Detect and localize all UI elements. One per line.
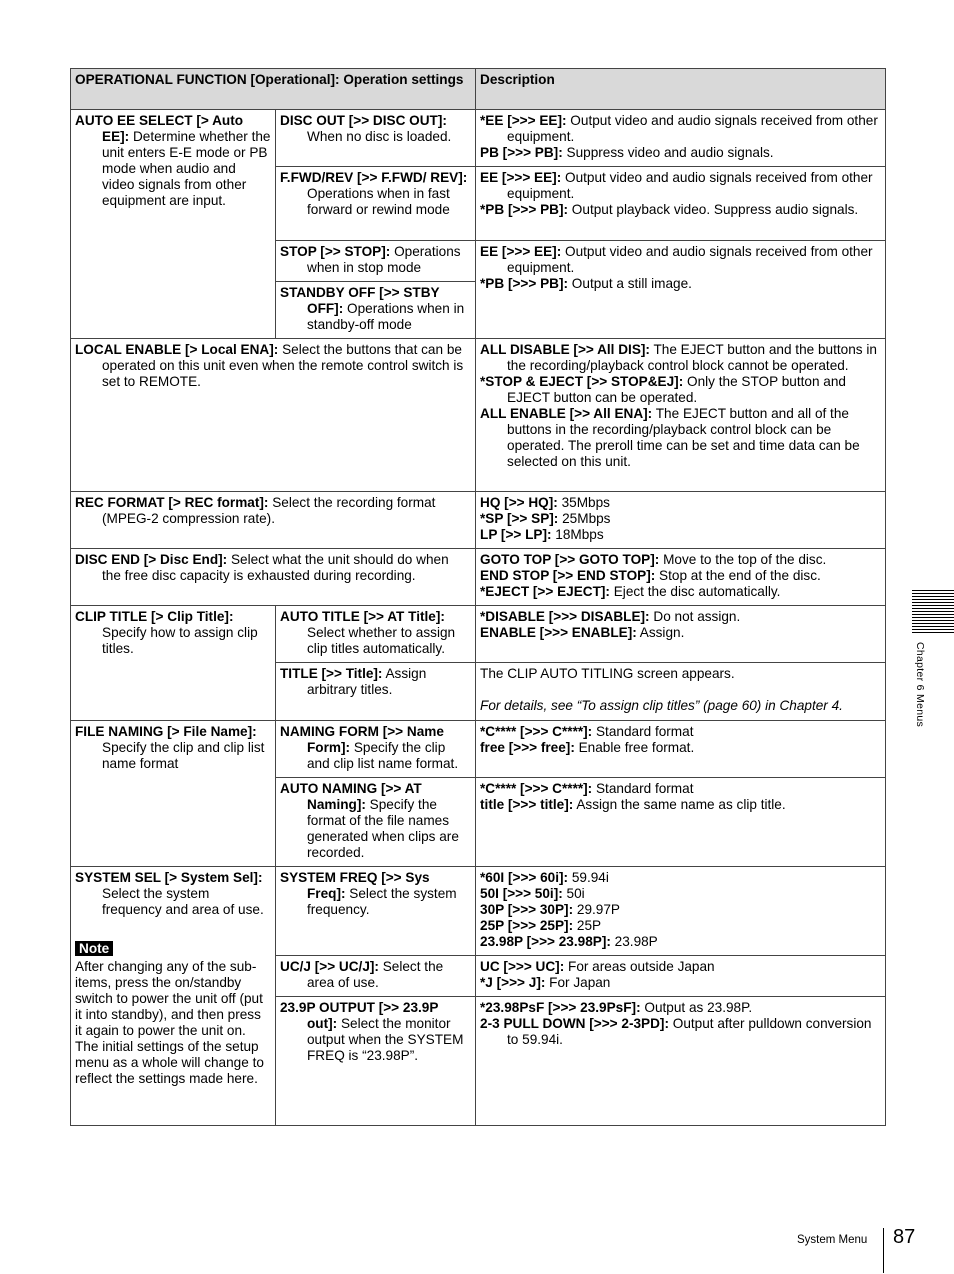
table-row [71,606,886,663]
subitem-title: TITLE [>> Title]: Assign arbitrary titles. [276,663,476,721]
desc-auto-naming: *C**** [>>> C****]: Standard format title [>>> title]: Assign the same name as clip title. [476,778,886,867]
item-auto-ee-select: AUTO EE SELECT [> Auto EE]: Determine whether the unit enters E-E mode or PB mode when audio and video signals from other equipment are input. [71,110,276,339]
table-row [71,339,886,492]
item-local-enable: LOCAL ENABLE [> Local ENA]: Select the buttons that can be operated on this unit even when the remote control switch is set to REMOTE. [71,339,476,492]
table-row [71,549,886,606]
chapter-label: Chapter 6 Menus [914,642,926,728]
reference-note: For details, see “To assign clip titles” (page 60) in Chapter 4. [480,698,843,713]
header-description: Description [476,69,886,110]
desc-disc-out: *EE [>>> EE]: Output video and audio signals received from other equipment. PB [>>> PB]: Suppress video and audio signals. [476,110,886,167]
table-header-row [71,69,886,110]
desc-stop-standby: EE [>>> EE]: Output video and audio signals received from other equipment. *PB [>>> PB]: Output a still image. [476,241,886,339]
item-system-sel: SYSTEM SEL [> System Sel]: Select the system frequency and area of use. Note After changing any of the sub-items, press the on/standby switch to power the unit off (put it into standby), and then press it again to power the unit on. The initial settings of the setup menu as a whole will change to reflect the settings made here. [71,867,276,1126]
subitem-stop: STOP [>> STOP]: Operations when in stop mode [276,241,476,282]
item-clip-title: CLIP TITLE [> Clip Title]: Specify how to assign clip titles. [71,606,276,721]
subitem-naming-form: NAMING FORM [>> Name Form]: Specify the clip and clip list name format. [276,721,476,778]
subitem-auto-naming: AUTO NAMING [>> AT Naming]: Specify the format of the file names generated when clips are recorded. [276,778,476,867]
footer-section: System Menu [797,1234,868,1246]
operational-function-table [70,68,886,1126]
subitem-ffwd-rev: F.FWD/REV [>> F.FWD/ REV]: Operations when in fast forward or rewind mode [276,167,476,241]
desc-auto-title: *DISABLE [>>> DISABLE]: Do not assign. ENABLE [>>> ENABLE]: Assign. [476,606,886,663]
item-disc-end: DISC END [> Disc End]: Select what the unit should do when the free disc capacity is exhausted during recording. [71,549,476,606]
note-label: Note [75,941,113,956]
desc-title: The CLIP AUTO TITLING screen appears. For details, see “To assign clip titles” (page 60) in Chapter 4. [476,663,886,721]
desc-uc-j: UC [>>> UC]: For areas outside Japan *J [>>> J]: For Japan [476,956,886,997]
footer-divider [883,1228,884,1273]
item-rec-format: REC FORMAT [> REC format]: Select the recording format (MPEG-2 compression rate). [71,492,476,549]
subitem-standby-off: STANDBY OFF [>> STBY OFF]: Operations when in standby-off mode [276,282,476,339]
page-number: 87 [893,1226,916,1248]
desc-rec-format: HQ [>> HQ]: 35Mbps *SP [>> SP]: 25Mbps LP [>> LP]: 18Mbps [476,492,886,549]
item-file-naming: FILE NAMING [> File Name]: Specify the clip and clip list name format [71,721,276,867]
table-row [71,721,886,778]
subitem-disc-out: DISC OUT [>> DISC OUT]: When no disc is loaded. [276,110,476,167]
desc-naming-form: *C**** [>>> C****]: Standard format free [>>> free]: Enable free format. [476,721,886,778]
desc-ffwd-rev: EE [>>> EE]: Output video and audio signals received from other equipment. *PB [>>> PB]: Output playback video. Suppress audio signals. [476,167,886,241]
table-row [71,110,886,167]
subitem-uc-j: UC/J [>> UC/J]: Select the area of use. [276,956,476,997]
table-row [71,867,886,956]
desc-23-9p-output: *23.98PsF [>>> 23.9PsF]: Output as 23.98P. 2-3 PULL DOWN [>>> 2-3PD]: Output after pulldown conversion to 59.94i. [476,997,886,1126]
subitem-23-9p-output: 23.9P OUTPUT [>> 23.9P out]: Select the monitor output when the SYSTEM FREQ is “23.98P”. [276,997,476,1126]
chapter-tab-marker [912,590,954,634]
desc-local-enable: ALL DISABLE [>> All DIS]: The EJECT button and the buttons in the recording/playback control block cannot be operated. *STOP & EJECT [>> STOP&EJ]: Only the STOP button and EJECT button can be operated. ALL ENABLE [>> All ENA]: The EJECT button and all of the buttons in the recording/playback control block can be operated. The preroll time can be set and time data can be selected on this unit. [476,339,886,492]
table-row [71,492,886,549]
desc-system-freq: *60I [>>> 60i]: 59.94i 50I [>>> 50i]: 50i 30P [>>> 30P]: 29.97P 25P [>>> 25P]: 25P 23.98P [>>> 23.98P]: 23.98P [476,867,886,956]
note-text: After changing any of the sub-items, press the on/standby switch to power the unit off (put it into standby), and then press it again to power the unit on. The initial settings of the setup menu as a whole will change to reflect the settings made here. [75,959,264,1086]
subitem-auto-title: AUTO TITLE [>> AT Title]: Select whether to assign clip titles automatically. [276,606,476,663]
subitem-system-freq: SYSTEM FREQ [>> Sys Freq]: Select the system frequency. [276,867,476,956]
desc-disc-end: GOTO TOP [>> GOTO TOP]: Move to the top of the disc. END STOP [>> END STOP]: Stop at the end of the disc. *EJECT [>> EJECT]: Eject the disc automatically. [476,549,886,606]
header-function: OPERATIONAL FUNCTION [Operational]: Operation settings [71,69,476,110]
